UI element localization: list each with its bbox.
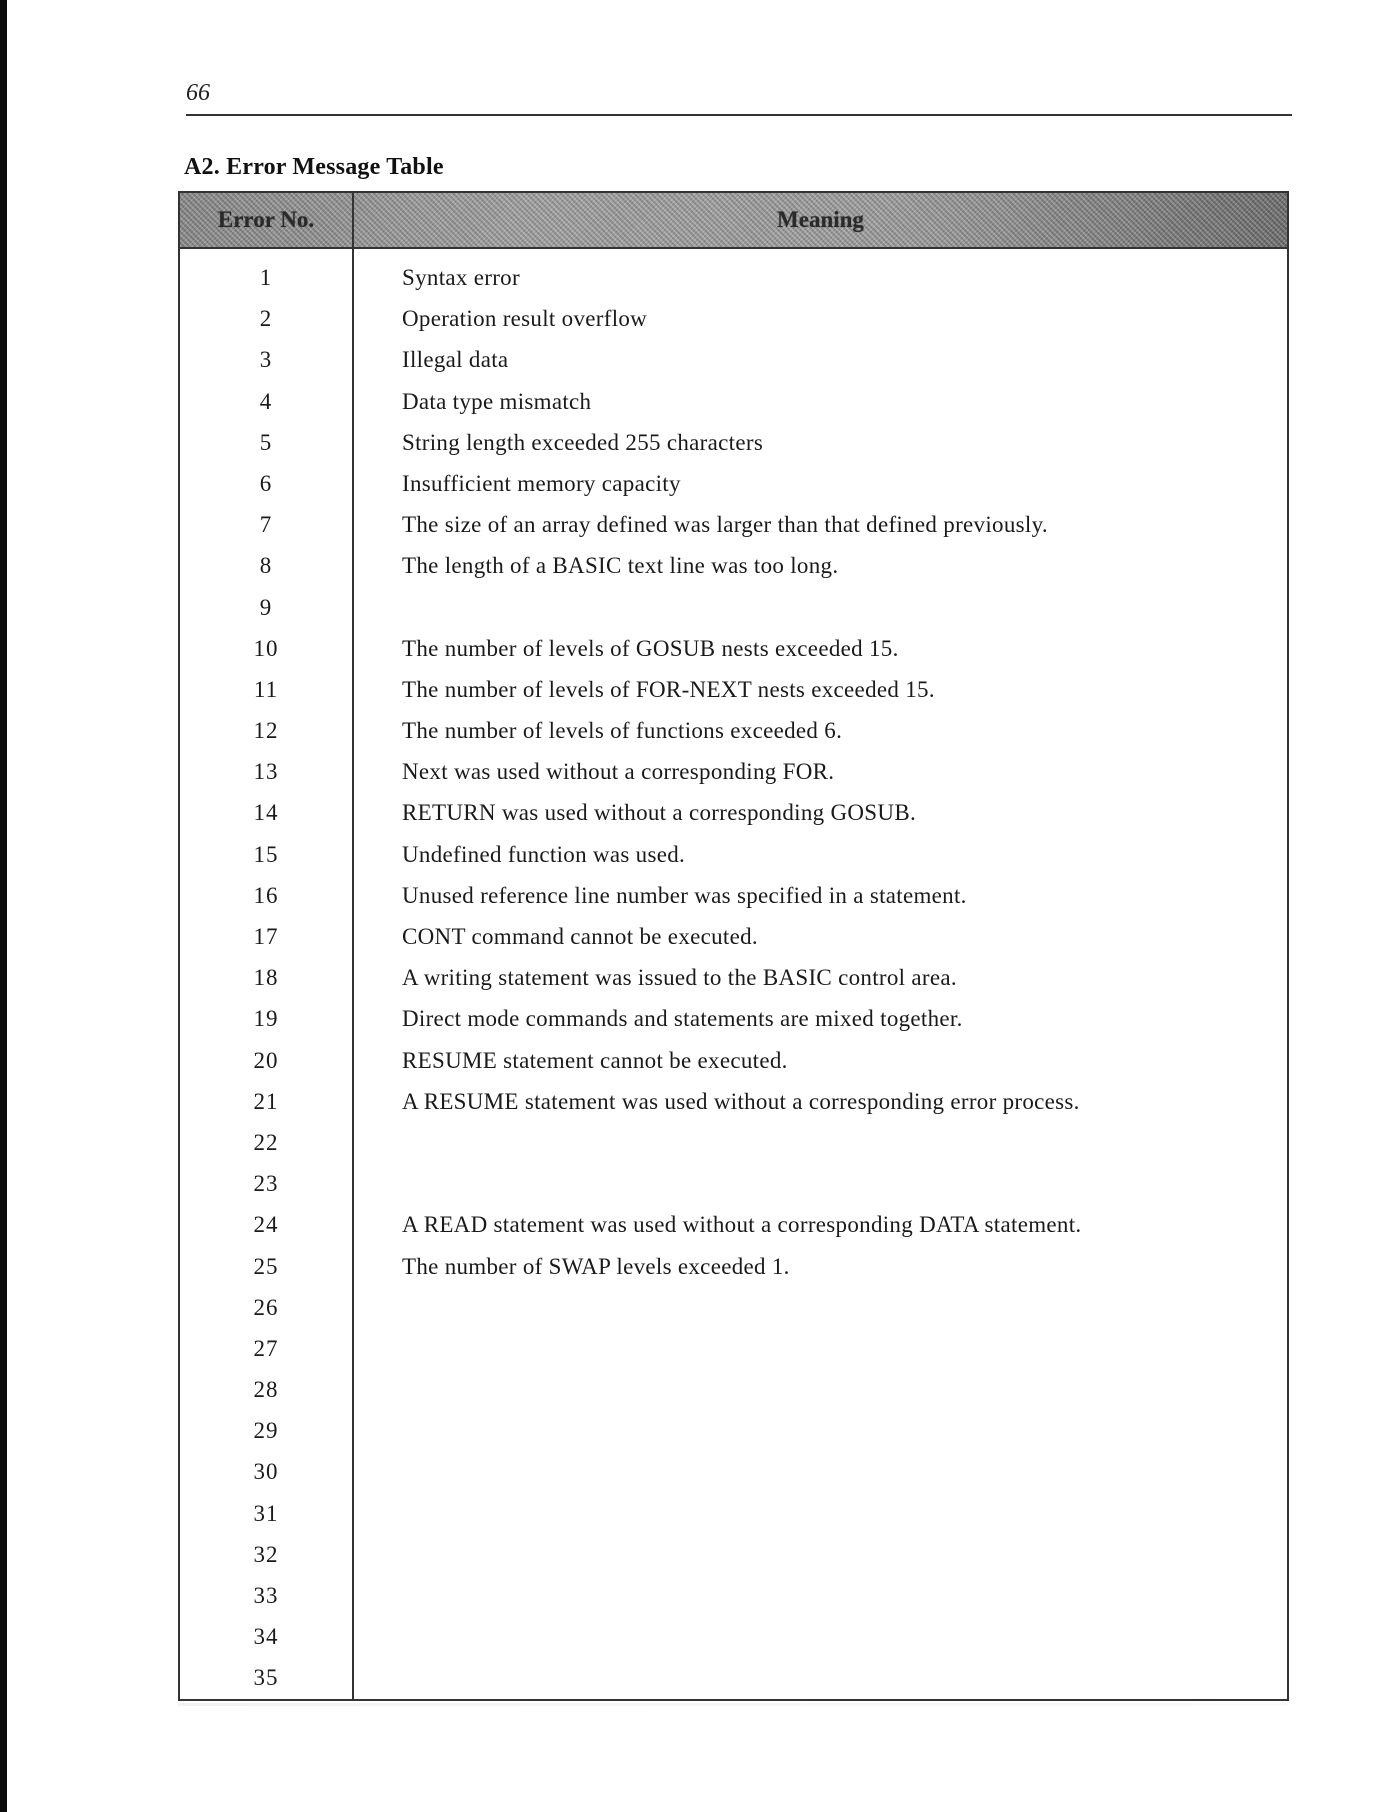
- table-row: [180, 1206, 1287, 1247]
- header-meaning: Meaning: [777, 207, 864, 232]
- error-number: 30: [253, 1459, 279, 1485]
- error-number: 22: [253, 1129, 279, 1155]
- error-number: 16: [253, 882, 279, 908]
- error-meaning: Unused reference line number was specified in a statement.: [402, 882, 967, 908]
- table-row: [180, 1330, 1287, 1371]
- error-meaning: A READ statement was used without a corresponding DATA statement.: [402, 1212, 1082, 1238]
- error-number: 18: [253, 965, 279, 991]
- header-error-no: Error No.: [217, 207, 315, 232]
- error-number: 4: [259, 388, 273, 414]
- table-row: [180, 547, 1287, 588]
- error-number: 24: [253, 1212, 279, 1238]
- header-rule: [186, 114, 1292, 116]
- page-binding-edge: [0, 0, 7, 1812]
- error-number: 13: [253, 759, 279, 785]
- table-row: [180, 1412, 1287, 1453]
- error-number: 14: [253, 800, 279, 826]
- table-header: [180, 193, 1287, 249]
- error-number: 10: [253, 635, 279, 661]
- error-number: 15: [253, 841, 279, 867]
- error-number: 7: [259, 512, 273, 538]
- error-meaning: A RESUME statement was used without a corresponding error process.: [402, 1088, 1080, 1114]
- table-row: [180, 1536, 1287, 1577]
- table-row: [180, 506, 1287, 547]
- error-meaning: The size of an array defined was larger than that defined previously.: [402, 512, 1048, 538]
- error-meaning: String length exceeded 255 characters: [402, 429, 764, 455]
- table-row: [180, 753, 1287, 794]
- error-number: 12: [253, 718, 279, 744]
- error-number: 23: [253, 1171, 279, 1197]
- error-meaning: The number of levels of GOSUB nests exceeded 15.: [402, 635, 899, 661]
- table-row: [180, 1083, 1287, 1124]
- error-number: 29: [253, 1418, 279, 1444]
- error-number: 8: [259, 553, 273, 579]
- table-row: [180, 1659, 1287, 1700]
- table-row: [180, 1124, 1287, 1165]
- table-row: [180, 1000, 1287, 1041]
- error-number: 32: [253, 1541, 279, 1567]
- error-number: 1: [259, 265, 273, 290]
- table-row: [180, 1371, 1287, 1412]
- error-number: 34: [253, 1624, 279, 1650]
- table-row: [180, 1453, 1287, 1494]
- scan-shadow: [178, 1703, 1289, 1706]
- table-row: [180, 589, 1287, 630]
- error-number: 11: [253, 676, 279, 702]
- error-number: 35: [253, 1665, 279, 1691]
- error-meaning: Operation result overflow: [402, 306, 648, 332]
- error-number: 26: [253, 1294, 279, 1320]
- error-number: 27: [253, 1335, 279, 1361]
- table-row: [180, 712, 1287, 753]
- error-number: 17: [253, 924, 279, 949]
- error-meaning: CONT command cannot be executed.: [402, 924, 758, 949]
- error-number: 19: [253, 1006, 279, 1032]
- table-row: [180, 1248, 1287, 1289]
- table-row: [180, 630, 1287, 671]
- error-meaning: Data type mismatch: [402, 388, 592, 414]
- table-row: [180, 1042, 1287, 1083]
- table-row: [180, 794, 1287, 835]
- table-row: [180, 877, 1287, 918]
- error-meaning: Insufficient memory capacity: [402, 470, 681, 496]
- error-meaning: A writing statement was issued to the BASIC control area.: [402, 965, 957, 991]
- error-number: 9: [259, 594, 273, 620]
- error-number: 28: [253, 1377, 279, 1403]
- error-number: 25: [253, 1253, 279, 1279]
- error-number: 21: [253, 1088, 279, 1114]
- error-number: 33: [253, 1583, 279, 1608]
- table-row: [180, 1165, 1287, 1206]
- table-row: [180, 1618, 1287, 1659]
- error-number: 3: [259, 347, 273, 373]
- error-meaning: Syntax error: [402, 265, 520, 290]
- table-row: [180, 671, 1287, 712]
- table-row: [180, 959, 1287, 1000]
- error-meaning: Next was used without a corresponding FOR.: [402, 759, 835, 785]
- table-row: [180, 259, 1287, 300]
- table-row: [180, 1289, 1287, 1330]
- table-row: [180, 1577, 1287, 1618]
- error-number: 31: [253, 1500, 279, 1526]
- error-message-table: [178, 191, 1289, 1701]
- error-meaning: Direct mode commands and statements are mixed together.: [402, 1006, 963, 1032]
- error-number: 5: [259, 429, 273, 455]
- table-row: [180, 341, 1287, 382]
- error-meaning: The length of a BASIC text line was too long.: [402, 553, 839, 579]
- table-row: [180, 918, 1287, 959]
- table-body: [180, 259, 1287, 1701]
- section-title: A2. Error Message Table: [184, 154, 444, 180]
- error-number: 20: [253, 1047, 279, 1073]
- table-row: [180, 1495, 1287, 1536]
- error-meaning: The number of levels of FOR-NEXT nests exceeded 15.: [402, 676, 935, 702]
- error-meaning: Illegal data: [402, 347, 509, 373]
- error-number: 2: [259, 306, 273, 332]
- error-number: 6: [259, 470, 273, 496]
- page-number: 66: [186, 80, 210, 106]
- error-meaning: RESUME statement cannot be executed.: [402, 1047, 788, 1073]
- table-row: [180, 424, 1287, 465]
- error-meaning: RETURN was used without a corresponding GOSUB.: [402, 800, 917, 826]
- error-meaning: The number of levels of functions exceeded 6.: [402, 718, 843, 744]
- error-meaning: Undefined function was used.: [402, 841, 686, 867]
- table-row: [180, 465, 1287, 506]
- error-meaning: The number of SWAP levels exceeded 1.: [402, 1253, 790, 1279]
- table-row: [180, 836, 1287, 877]
- table-row: [180, 383, 1287, 424]
- table-row: [180, 300, 1287, 341]
